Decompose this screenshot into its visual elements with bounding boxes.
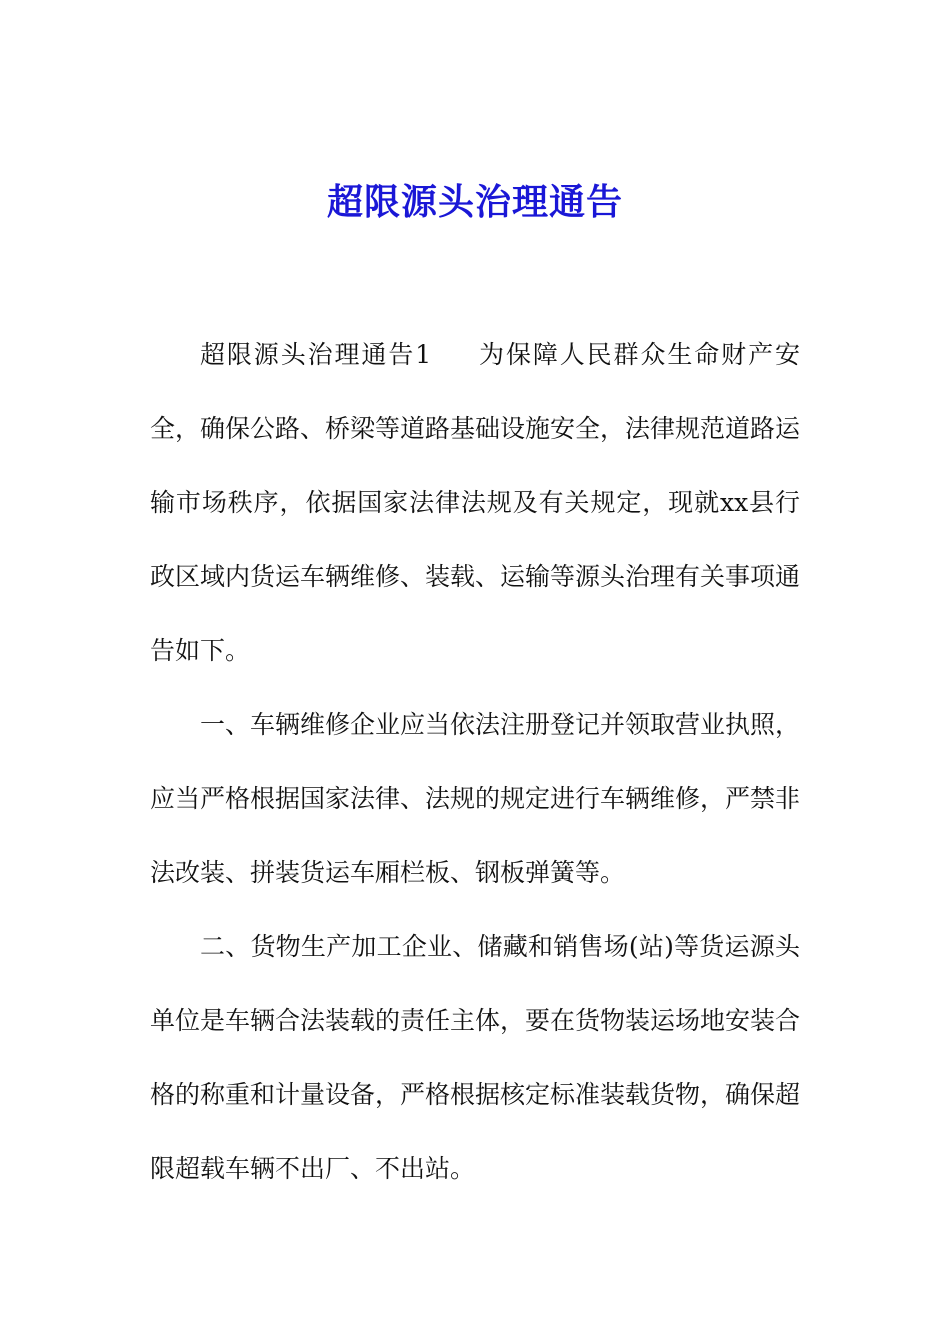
paragraph-1: 一、车辆维修企业应当依法注册登记并领取营业执照，应当严格根据国家法律、法规的规定进行车辆维修，严禁非法改装、拼装货运车厢栏板、钢板弹簧等。 [150, 710, 801, 887]
intro-paragraph [150, 318, 800, 688]
intro-text: 为保障人民群众生命财产安全，确保公路、桥梁等道路基础设施安全，法律规范道路运输市场秩序，依据国家法律法规及有关规定，现就xx县行政区域内货运车辆维修、装载、运输等源头治理有关事项通告如下。 [150, 340, 801, 665]
paragraph-2: 二、货物生产加工企业、储藏和销售场(站)等货运源头单位是车辆合法装载的责任主体，要在货物装运场地安装合格的称重和计量设备，严格根据核定标准装载货物，确保超限超载车辆不出厂、不出站。 [150, 932, 801, 1183]
document-title: 超限源头治理通告 [326, 181, 623, 223]
document-body [150, 318, 800, 1206]
intro-label: 超限源头治理通告1 [200, 340, 432, 369]
